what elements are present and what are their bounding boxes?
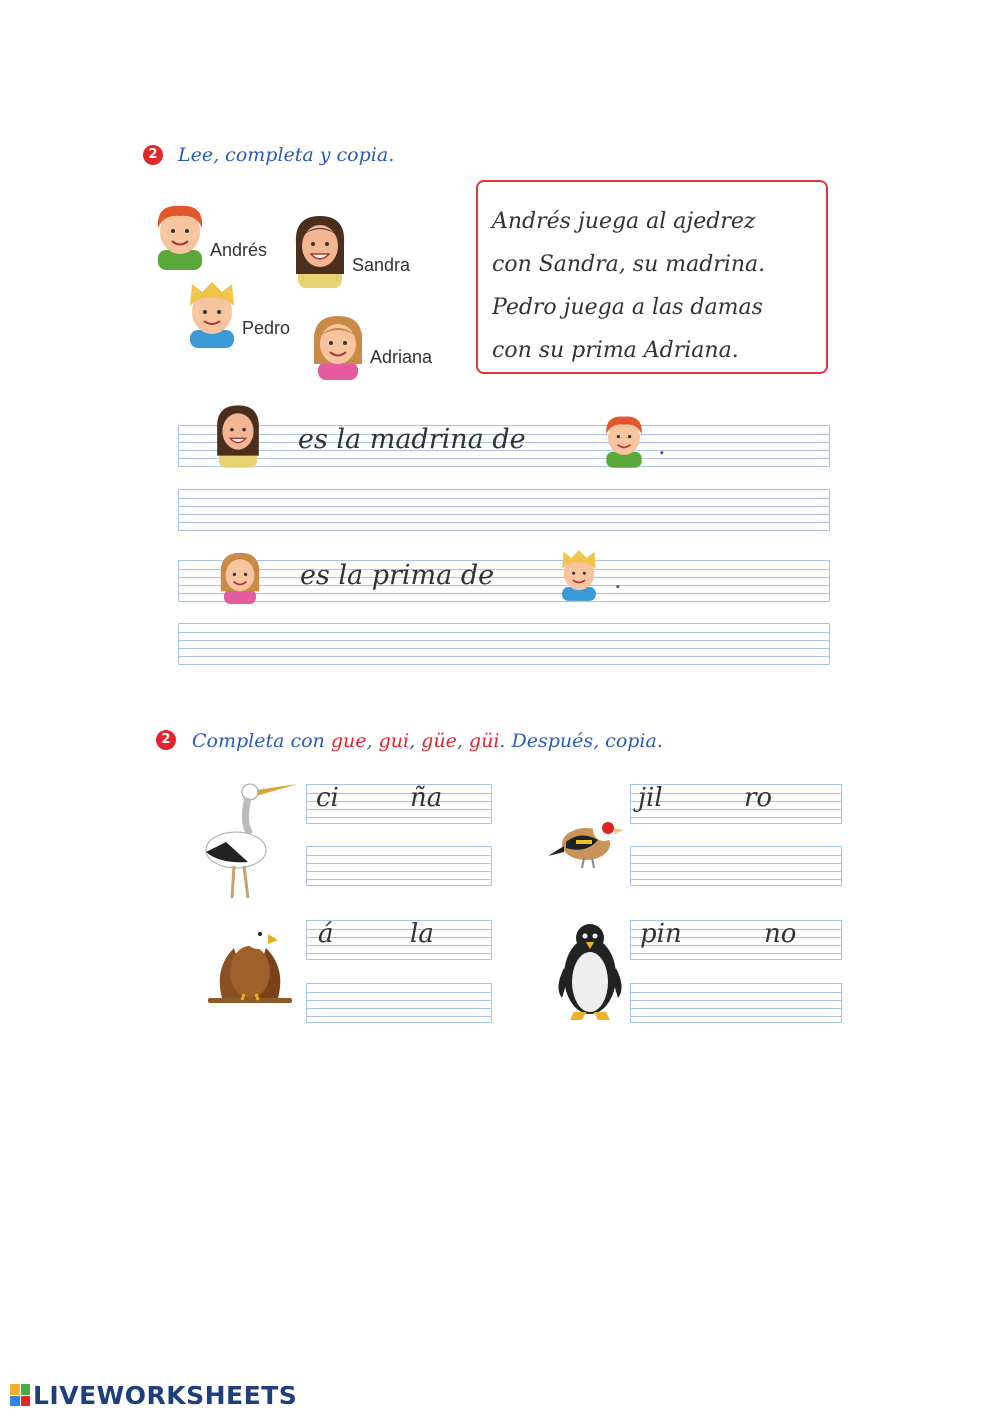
sandra-avatar-icon [290,210,350,288]
sentence-1-text: es la madrina de [298,424,526,455]
adriana-avatar-icon [308,310,368,380]
story-line: con su prima Adriana. [492,338,739,363]
story-line: Pedro juega a las damas [492,295,763,320]
penguin-copy-band[interactable] [630,983,842,1023]
penguin-part2: no [764,919,797,949]
exercise2-title [192,730,663,752]
title-part-gue-dieresis: güe [421,730,457,752]
title-part: Completa con [192,730,331,752]
liveworksheets-logo-icon [10,1384,30,1406]
stork-icon [196,772,300,902]
andres-avatar-icon [150,198,210,270]
sentence-2-period: . [614,566,622,594]
copy-band-2[interactable] [178,623,830,665]
story-line: Andrés juega al ajedrez [492,209,756,234]
title-part-gue: gue [330,730,367,752]
sentence-2-text: es la prima de [300,560,495,591]
penguin-part1: pin [640,919,682,949]
stork-copy-band[interactable] [306,846,492,886]
pedro-small-avatar-icon [556,546,602,602]
pedro-label: Pedro [242,318,291,338]
adriana-label: Adriana [370,347,433,367]
eagle-part1: á [318,919,334,949]
penguin-icon [552,918,628,1022]
andres-small-avatar-icon [600,410,648,468]
story-box [476,180,828,374]
eagle-copy-band[interactable] [306,983,492,1023]
stork-part2: ña [410,783,443,813]
eagle-word-band [306,920,492,960]
exercise1-number-badge: 2 [143,145,163,165]
sentence-1-period: . [658,432,666,460]
title-part: . Después, copia. [499,730,663,752]
sandra-label: Sandra [352,255,411,275]
title-part: , [456,730,469,752]
title-part-gui: gui [378,730,410,752]
title-part: , [366,730,379,752]
story-line: con Sandra, su madrina. [492,252,766,277]
title-part-gui-dieresis: güi [468,730,500,752]
stork-part1: ci [316,783,339,813]
liveworksheets-branding [10,1380,297,1410]
eagle-part2: la [410,919,434,949]
writing-band-sentence-2 [178,560,830,602]
exercise1-title: Lee, completa y copia. [178,144,395,166]
goldfinch-part2: ro [744,783,773,813]
pedro-avatar-icon [182,278,242,348]
goldfinch-part1: jil [638,783,663,813]
sandra-small-avatar-icon [212,400,264,468]
exercise2-number-badge: 2 [156,730,176,750]
eagle-icon [204,918,296,1010]
copy-band-1[interactable] [178,489,830,531]
goldfinch-icon [546,808,626,872]
title-part: , [409,730,422,752]
adriana-small-avatar-icon [216,548,264,604]
goldfinch-copy-band[interactable] [630,846,842,886]
andres-label: Andrés [210,240,268,260]
liveworksheets-wordmark: LIVEWORKSHEETS [33,1380,298,1410]
